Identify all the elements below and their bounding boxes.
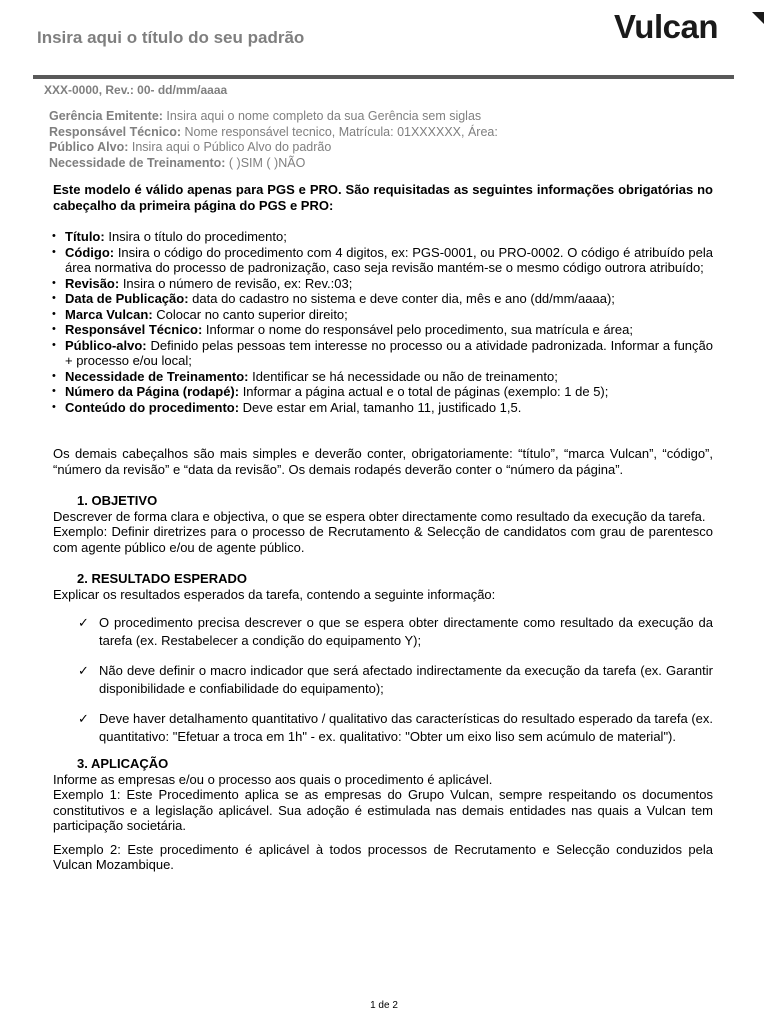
- list-item: • Título: Insira o título do procedimento;: [53, 229, 713, 245]
- section-paragraph: Exemplo: Definir diretrizes para o processo de Recrutamento & Selecção de candidatos com grau de parentesco com agente público e/ou de agente público.: [53, 524, 713, 555]
- list-item: • Conteúdo do procedimento: Deve estar em Arial, tamanho 11, justificado 1,5.: [53, 400, 713, 416]
- list-item: • Necessidade de Treinamento: Identificar se há necessidade ou não de treinamento;: [53, 369, 713, 385]
- list-item: • Público-alvo: Definido pelas pessoas tem interesse no processo ou a atividade padronizada. Informar a função + processo e/ou local;: [53, 338, 713, 369]
- section-paragraph: Informe as empresas e/ou o processo aos quais o procedimento é aplicável.: [53, 771, 493, 787]
- document-content: [53, 182, 713, 873]
- section-paragraph: Exemplo 2: Este procedimento é aplicável à todos processos de Recrutamento e Selecção conduzidos pela Vulcan Mozambique.: [53, 841, 713, 872]
- section-title: 2. RESULTADO ESPERADO: [77, 571, 247, 586]
- page-number: 1 de 2: [370, 1000, 398, 1011]
- section-resultado: [53, 571, 713, 745]
- list-item: • Revisão: Insira o número de revisão, ex: Rev.:03;: [53, 276, 713, 292]
- logo-text: Vulcan: [614, 8, 718, 45]
- section-objetivo: [53, 493, 713, 555]
- section-paragraph: Exemplo 1: Este Procedimento aplica se as empresas do Grupo Vulcan, sempre respeitando os documentos constitutivos e a legislação aplicável. Sua adoção é estimulada nas demais entidades nas quais a Vulcan tem participação societária.: [53, 787, 713, 833]
- list-item: ✓ O procedimento precisa descrever o que se espera obter directamente como resultado da execução da tarefa (ex. Restabelecer a condição do equipamento Y);: [78, 615, 713, 648]
- section-paragraph: Descrever de forma clara e objectiva, o que se espera obter directamente como resultado da execução da tarefa.: [53, 508, 706, 524]
- other-headers-paragraph: Os demais cabeçalhos são mais simples e deverão conter, obrigatoriamente: “título”, “marca Vulcan”, “código”, “número da revisão” e “data da revisão”. Os demais rodapés deverão conter o “número da página”.: [53, 446, 713, 477]
- check-icon: ✓: [78, 615, 89, 630]
- header-metadata: [49, 109, 729, 171]
- expected-results-list: [53, 614, 713, 745]
- section-title: 3. APLICAÇÃO: [77, 756, 169, 771]
- section-title: 1. OBJETIVO: [77, 493, 158, 508]
- section-aplicacao: [53, 756, 713, 873]
- document-code: XXX-0000, Rev.: 00- dd/mm/aaaa: [44, 83, 228, 97]
- list-item: ✓ Deve haver detalhamento quantitativo / qualitativo das características do resultado esperado da tarefa (ex. quantitativo: "Efetuar a troca em 1h" - ex. qualitativo: "Obter um eixo liso sem acúmulo de material").: [78, 711, 713, 744]
- section-paragraph: Explicar os resultados esperados da tarefa, contendo a seguinte informação:: [53, 586, 496, 602]
- list-item: • Código: Insira o código do procedimento com 4 digitos, ex: PGS-0001, ou PRO-0002. O código é atribuído pela área normativa do processo de padronização, caso seja revisão mantém-se o mesmo código outrora atribuído;: [53, 245, 713, 276]
- list-item: • Número da Página (rodapé): Informar a página actual e o total de páginas (exemplo: 1 de 5);: [53, 384, 713, 400]
- meta-gerencia: Gerência Emitente: Insira aqui o nome completo da sua Gerência sem siglas: [49, 109, 482, 123]
- meta-responsavel: Responsável Técnico: Nome responsável tecnico, Matrícula: 01XXXXXX, Área:: [49, 124, 498, 139]
- vulcan-logo: [614, 10, 760, 44]
- list-item: • Data de Publicação: data do cadastro no sistema e deve conter dia, mês e ano (dd/mm/aaaa);: [53, 291, 713, 307]
- list-item: • Responsável Técnico: Informar o nome do responsável pelo procedimento, sua matrícula e área;: [53, 322, 713, 338]
- intro-paragraph: Este modelo é válido apenas para PGS e PRO. São requisitadas as seguintes informações obrigatórias no cabeçalho da primeira página do PGS e PRO:: [53, 182, 713, 213]
- list-item: • Marca Vulcan: Colocar no canto superior direito;: [53, 307, 713, 323]
- meta-treinamento: Necessidade de Treinamento: ( )SIM ( )NÃO: [49, 155, 306, 170]
- logo-mark-icon: [752, 12, 764, 24]
- check-icon: ✓: [78, 711, 89, 726]
- meta-publico: Público Alvo: Insira aqui o Público Alvo do padrão: [49, 140, 332, 154]
- check-icon: ✓: [78, 663, 89, 678]
- requirements-list: [53, 229, 713, 415]
- list-item: ✓ Não deve definir o macro indicador que será afectado indirectamente da execução da tarefa (ex. Garantir disponibilidade e confiabilidade do equipamento);: [78, 663, 713, 696]
- document-title: Insira aqui o título do seu padrão: [37, 28, 305, 47]
- header-rule: [33, 75, 734, 79]
